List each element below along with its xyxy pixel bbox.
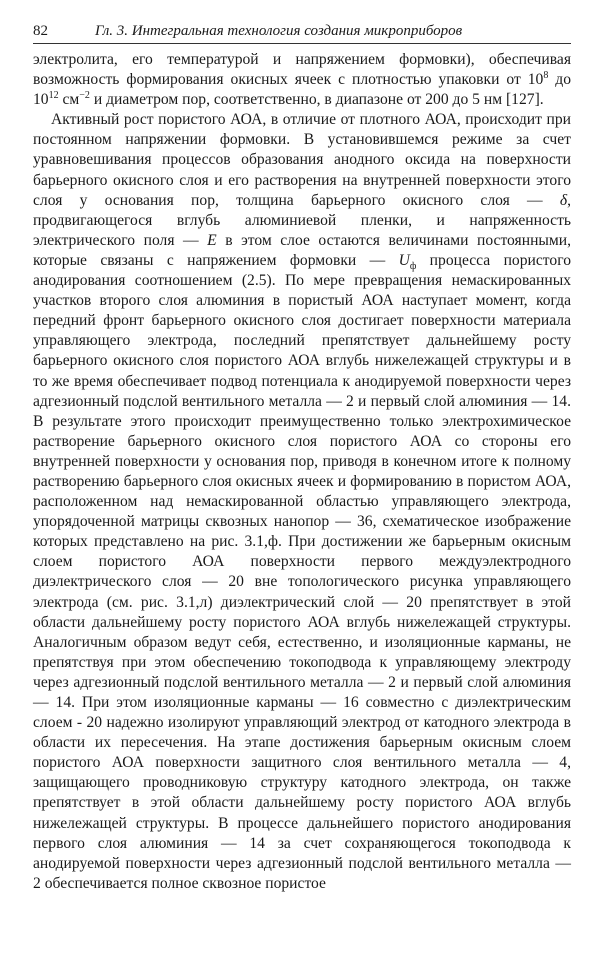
p1-text-4: и диаметром пор, соответственно, в диапазоне от 200 до 5 нм [127]. [89,91,544,109]
p1-text-2: до [548,71,571,89]
paragraph-1 [33,50,571,110]
p1-base-1: 10 [527,71,544,89]
delta-symbol: δ [559,191,568,209]
p1-base-2: 10 [33,91,49,109]
field-strength-symbol: E [207,231,217,249]
p2-text-3: в этом слое остаются величинами постоянными, которые связаны с напряжением формовки — [33,231,571,269]
voltage-subscript: ф [409,261,417,273]
p1-exp-1: 8 [543,69,549,81]
p1-exp-3: −2 [79,90,90,101]
body-text [33,50,571,894]
p1-text-3: см [58,91,80,109]
chapter-title: Гл. 3. Интегральная технология создания микроприборов [95,23,463,39]
voltage-symbol: U [398,251,410,269]
book-page [33,22,571,894]
p2-text-1: Активный рост пористого АОА, в отличие от плотного АОА, происходит при постоянном напряжении формовки. В установившемся режиме за счет уравновешивания процессов образования анодного оксида на поверхности барьерного окисного слоя и его растворения на внутренней поверхности этого слоя у основания пор, толщина барьерного окисного слоя — [33,111,571,209]
p1-text-1: электролита, его температурой и напряжением формовки), обеспечивая возможность формирования окисных ячеек с плотностью упаковки от [33,51,571,89]
page-number: 82 [33,23,48,39]
running-head [33,22,571,44]
p1-exp-2: 12 [48,90,59,101]
p2-text-4: процесса пористого анодирования соотношением (2.5). По мере превращения немаскированных участков второго слоя алюминия в пористый АОА наступает момент, когда передний фронт барьерного окисного слоя достигает поверхности материала управляющего электрода, последний препятствует дальнейшему росту барьерного окисного слоя пористого АОА вглубь нижележащей структуры и в то же время обеспечивает подвод потенциала к анодируемой поверхности через адгезионный подслой вентильного металла — 2 и первый слой алюминия — 14. В результате этого происходит преимущественно только электрохимическое растворение барьерного окисного слоя пористого АОА со стороны его внутренней поверхности у основания пор, приводя в конечном итоге к полному растворению барьерного слоя окисных ячеек и формированию в пористом АОА, расположенном над немаскированной областью управляющего электрода, упорядоченной матрицы сквозных нанопор — 36, схематическое изображение которых представлено на рис. 3.1,ф. При достижении же барьерным окисным слоем пористого АОА поверхности первого междуэлектродного диэлектрического слоя — 20 вне топологического рисунка управляющего электрода (см. рис. 3.1,л) диэлектрический слой — 20 препятствует в этой области дальнейшему росту пористого АОА вглубь нижележащей структуры. Аналогичным образом ведут себя, естественно, и изоляционные карманы, не препятствуя при этом обеспечению токоподвода к управляющему электроду через адгезионный подслой вентильного металла — 2 и первый слой алюминия — 14. При этом изоляционные карманы — 16 совместно с диэлектрическим слоем - 20 надежно изолируют управляющий электрод от катодного электрода в области их пересечения. На этапе достижения барьерным окисным слоем пористого АОА поверхности защитного слоя вентильного металла — 4, защищающего проводниковую структуру катодного электрода, он также препятствует в этой области дальнейшему росту пористого АОА вглубь нижележащей структуры. В процессе дальнейшего пористого анодирования первого слоя алюминия — 14 за счет сохраняющегося токоподвода к анодируемой поверхности через адгезионный подслой вентильного металла — 2 обеспечивается полное сквозное пористое [33,251,571,892]
paragraph-2 [33,110,571,894]
p2-text-2: , продвигающегося вглубь алюминиевой пленки, и напряженность электрического поля — [33,191,571,249]
